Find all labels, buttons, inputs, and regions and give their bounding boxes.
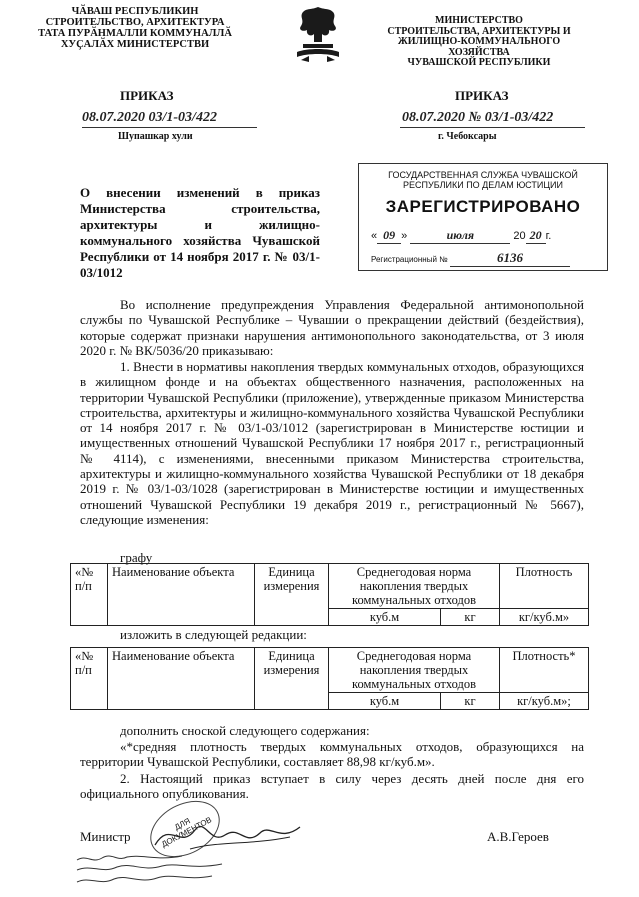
stamp-month: июля [410, 228, 510, 244]
body-item-1-text: 1. Внести в нормативы накопления твердых коммунальных отходов, образующихся в жилищном фонде и на объектах общественного назначения, расположенных на территории Чувашской Республики (приложение), утвержденные приказом Министерства строительства, архитектуры и жилищно-коммунального хозяйства Чувашской Республики от 14 ноября 2017 г. № 03/1-03/1012 (зарегистрирован в Министерстве юстиции и имущественных отношений Чувашской Республики 17 ноября 2017 г., регистрационный № 4114), с изменениями, внесенными приказом Министерства строительства, архитектуры и жилищно-коммунального хозяйства Чувашской Республики от 18 декабря 2019 г. № 03/1-03/1028 (зарегистрирован в Министерстве юстиции и имущественных отношений Чувашской Республики 19 декабря 2019 г., регистрационный № 5667), следующие изменения: [80, 359, 584, 527]
stamp-line: ГОСУДАРСТВЕННАЯ СЛУЖБА ЧУВАШСКОЙ [388, 170, 578, 180]
table-cell: кг/куб.м» [500, 609, 589, 626]
table-cell: куб.м [329, 693, 441, 710]
stamp-title: ЗАРЕГИСТРИРОВАНО [385, 197, 581, 216]
body-item-2-text: 2. Настоящий приказ вступает в силу через десять дней после дня его официального опубликования. [80, 771, 584, 802]
underline-right [400, 127, 585, 128]
stamp-day: 09 [377, 228, 401, 244]
header-right-line: ЧУВАШСКОЙ РЕСПУБЛИКИ [407, 57, 551, 68]
registration-stamp [358, 163, 608, 271]
table-cell: Наименование объекта [108, 564, 255, 626]
header-right-line: СТРОИТЕЛЬСТВА, АРХИТЕКТУРЫ И [387, 25, 571, 37]
stamp-reg-number: 6136 [450, 250, 570, 267]
header-right-line: ЖИЛИЩНО-КОММУНАЛЬНОГО ХОЗЯЙСТВА [397, 36, 561, 58]
body-grafu: графу [120, 550, 153, 565]
body-footnote-text: «*средняя плотность твердых коммунальных отходов, образующихся на территории Чувашской Республики, составляет 88,98 кг/куб.м». [80, 739, 584, 770]
stamp-line: РЕСПУБЛИКИ ПО ДЕЛАМ ЮСТИЦИИ [403, 180, 563, 190]
header-right-line: МИНИСТЕРСТВО [435, 15, 523, 26]
table-cell: Плотность [500, 564, 589, 609]
place-right: г. Чебоксары [438, 131, 497, 142]
doc-type-right: ПРИКАЗ [455, 88, 509, 103]
stamp-date-open: « [371, 230, 378, 242]
signature-name: А.В.Героев [487, 829, 549, 844]
body-footnote [80, 739, 584, 770]
table-cell: кг [441, 609, 500, 626]
table-new [70, 647, 589, 710]
body-intro-text: Во исполнение предупреждения Управления Федеральной антимонопольной службы по Чувашской Республике – Чувашии о прекращении действий (бездействия), которые содержат признаки нарушения антимонопольного законодательства, от 3 июля 2020 г. № ВК/5036/20 приказываю: [80, 297, 584, 358]
table-row [71, 648, 589, 693]
stamp-year-suffix: г. [545, 230, 552, 242]
table-cell: куб.м [329, 609, 441, 626]
stamp-date-row [371, 228, 601, 244]
signature-role: Министр [80, 829, 131, 844]
table-cell: кг/куб.м»; [500, 693, 589, 710]
table-cell: Среднегодовая норма накопления твердых коммунальных отходов [329, 564, 500, 609]
header-left-line: ТАТА ПУРӐНМАЛЛИ КОММУНАЛЛӐ [38, 28, 232, 39]
table-cell: Единица измерения [255, 564, 329, 626]
stamp-year: 20 [526, 228, 546, 244]
body-footnote-intro: дополнить сноской следующего содержания: [120, 723, 370, 738]
doc-type-left: ПРИКАЗ [120, 88, 174, 103]
header-left [20, 6, 250, 50]
body-item-2 [80, 771, 584, 802]
stamp-reg-row [371, 250, 601, 267]
header-left-line: ХУҪАЛӐХ МИНИСТЕРСТВИ [60, 39, 210, 50]
table-cell: Наименование объекта [108, 648, 255, 710]
table-cell: кг [441, 693, 500, 710]
body-item-1 [80, 359, 584, 527]
body-redaction: изложить в следующей редакции: [120, 627, 307, 642]
coat-of-arms-emblem [289, 4, 347, 66]
handwritten-number-left: 08.07.2020 03/1-03/422 [82, 110, 217, 125]
place-left: Шупашкар хули [118, 131, 193, 142]
header-left-line: СТРОИТЕЛЬСТВО, АРХИТЕКТУРА [45, 17, 225, 28]
table-cell: «№ п/п [71, 564, 108, 626]
handwritten-number-right: 08.07.2020 № 03/1-03/422 [402, 110, 554, 125]
document-subject: О внесении изменений в приказ Министерства строительства, архитектуры и жилищно-коммунального хозяйства Чувашской Республики от 14 ноября 2017 г. № 03/1-03/1012 [80, 185, 320, 280]
table-cell: Среднегодовая норма накопления твердых коммунальных отходов [329, 648, 500, 693]
body-intro [80, 297, 584, 358]
header-right [368, 16, 590, 69]
table-original [70, 563, 589, 626]
header-left-line: ЧӐВАШ РЕСПУБЛИКИН [71, 6, 199, 17]
table-cell: «№ п/п [71, 648, 108, 710]
stamp-date-mid: » [401, 230, 408, 242]
table-row [71, 564, 589, 609]
approval-scribbles [72, 852, 232, 892]
signature-scribble [150, 815, 310, 855]
table-cell: Единица измерения [255, 648, 329, 710]
for-documents-stamp-text: ДЛЯ ДОКУМЕНТОВ [160, 815, 214, 850]
stamp-reg-label: Регистрационный № [371, 255, 448, 264]
underline-left [82, 127, 257, 128]
table-cell: Плотность* [500, 648, 589, 693]
stamp-year-prefix: 20 [513, 230, 526, 242]
